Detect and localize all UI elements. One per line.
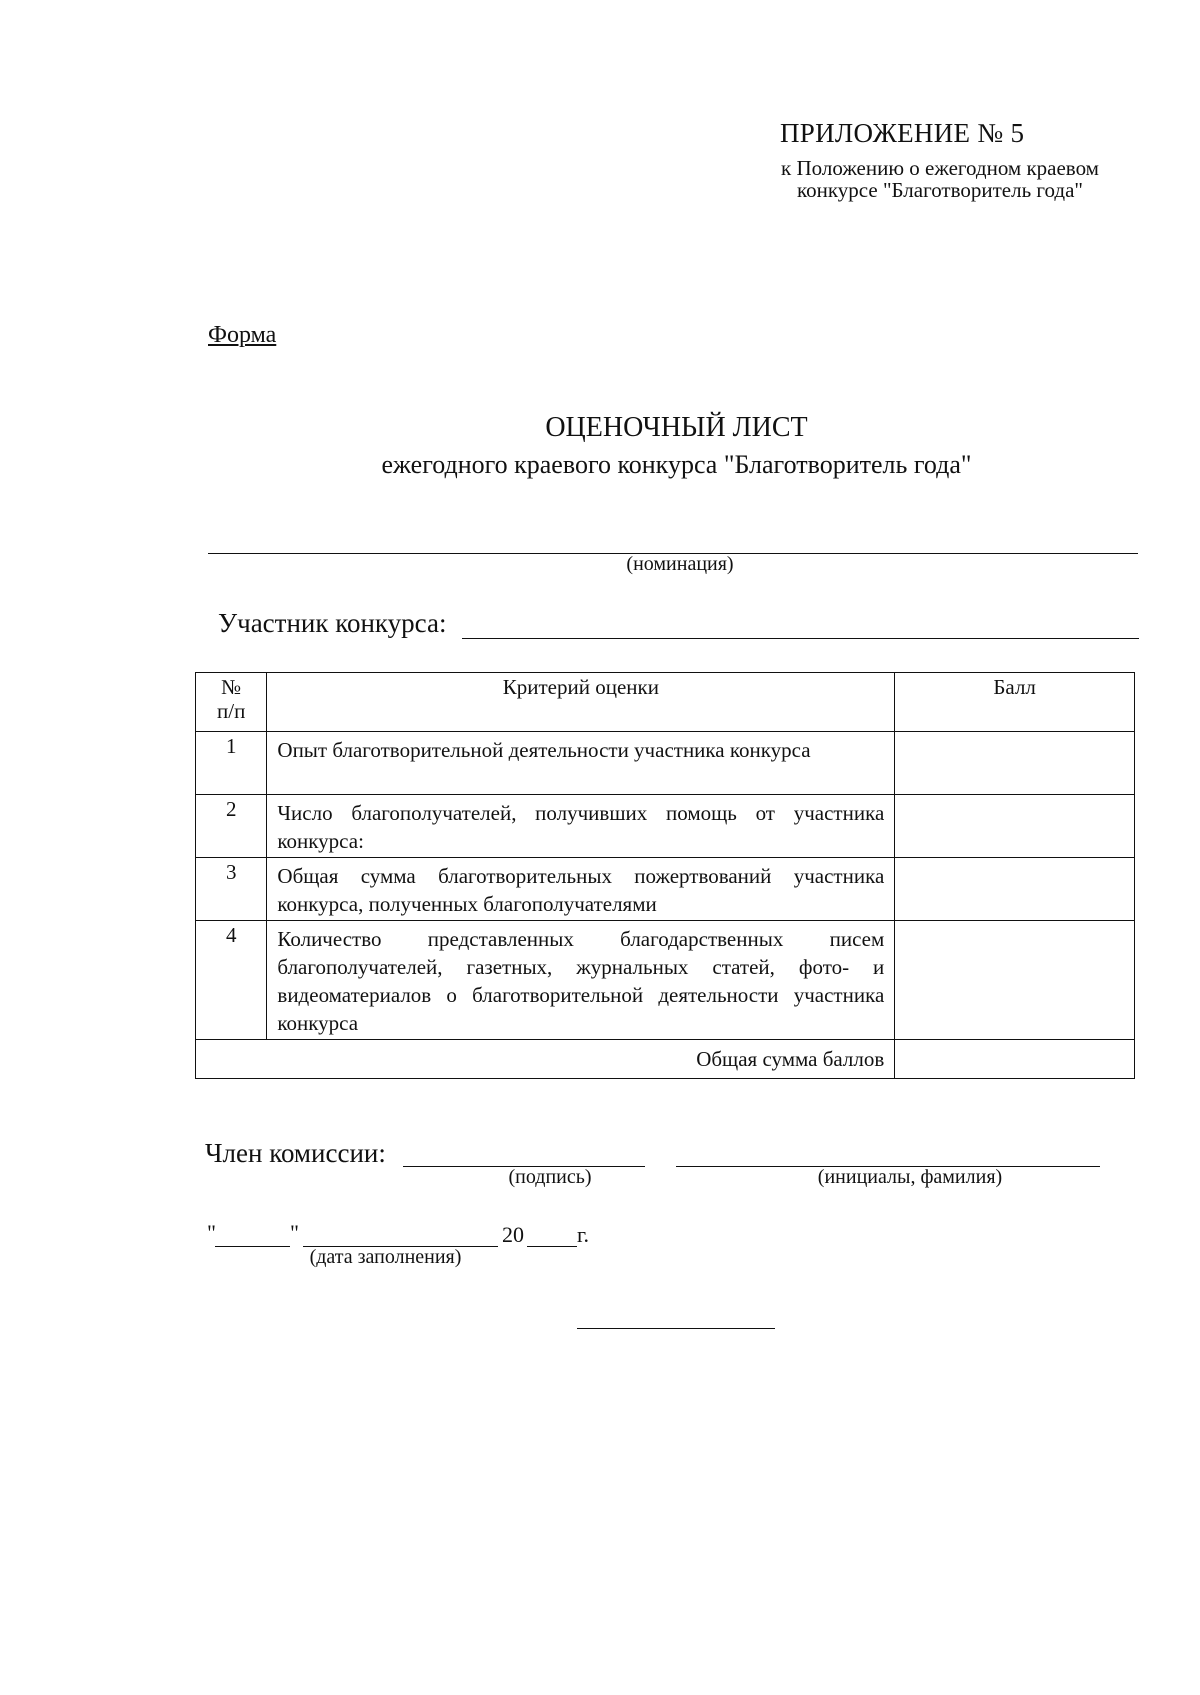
- row-criterion: Опыт благотворительной деятельности участника конкурса: [267, 732, 895, 795]
- nomination-caption: (номинация): [626, 553, 734, 575]
- page-title: ОЦЕНОЧНЫЙ ЛИСТ: [545, 412, 808, 443]
- total-label: Общая сумма баллов: [196, 1040, 895, 1079]
- header-num-line1: №: [221, 675, 242, 699]
- commission-member-label: Член комиссии:: [205, 1138, 386, 1168]
- score-cell[interactable]: [895, 921, 1135, 1040]
- date-caption: (дата заполнения): [309, 1246, 462, 1268]
- row-num: 1: [196, 732, 267, 795]
- table-total-row: [196, 1040, 1135, 1079]
- score-cell[interactable]: [895, 858, 1135, 921]
- end-separator: [577, 1328, 775, 1329]
- table-header-row: [196, 673, 1135, 732]
- signature-caption: (подпись): [508, 1166, 592, 1188]
- form-label: Форма: [208, 322, 277, 348]
- table-row: [196, 795, 1135, 858]
- participant-line[interactable]: [462, 638, 1139, 639]
- date-year-line[interactable]: [527, 1246, 577, 1247]
- appendix-title: ПРИЛОЖЕНИЕ № 5: [780, 118, 1025, 148]
- table-row: [196, 858, 1135, 921]
- appendix-subtitle-line1: к Положению о ежегодном краевом: [781, 156, 1099, 180]
- date-year-suffix: г.: [577, 1222, 590, 1247]
- row-num: 3: [196, 858, 267, 921]
- header-num: [196, 673, 267, 732]
- total-score-cell[interactable]: [895, 1040, 1135, 1079]
- header-num-line2: п/п: [217, 699, 246, 723]
- header-criterion: Критерий оценки: [267, 673, 895, 732]
- row-criterion: Общая сумма благотворительных пожертвований участника конкурса, полученных благополучателями: [267, 858, 895, 921]
- appendix-subtitle-line2: конкурсе "Благотворитель года": [797, 178, 1083, 202]
- date-quote-close: ": [290, 1220, 299, 1245]
- appendix-subtitle: [740, 157, 1140, 201]
- participant-label: Участник конкурса:: [218, 608, 447, 638]
- scoring-table: [195, 672, 1135, 1079]
- header-score: Балл: [895, 673, 1135, 732]
- score-cell[interactable]: [895, 732, 1135, 795]
- row-num: 4: [196, 921, 267, 1040]
- name-caption: (инициалы, фамилия): [817, 1166, 1003, 1188]
- date-year-prefix: 20: [502, 1222, 524, 1247]
- row-criterion: Количество представленных благодарственных писем благополучателей, газетных, журнальных статей, фото- и видеоматериалов о благотворительной деятельности участника конкурса: [267, 921, 895, 1040]
- date-day-line[interactable]: [215, 1246, 290, 1247]
- date-quote-open: ": [207, 1220, 216, 1245]
- row-num: 2: [196, 795, 267, 858]
- row-criterion: Число благополучателей, получивших помощь от участника конкурса:: [267, 795, 895, 858]
- page-subtitle: ежегодного краевого конкурса "Благотворитель года": [381, 450, 972, 479]
- table-row: [196, 732, 1135, 795]
- table-row: [196, 921, 1135, 1040]
- score-cell[interactable]: [895, 795, 1135, 858]
